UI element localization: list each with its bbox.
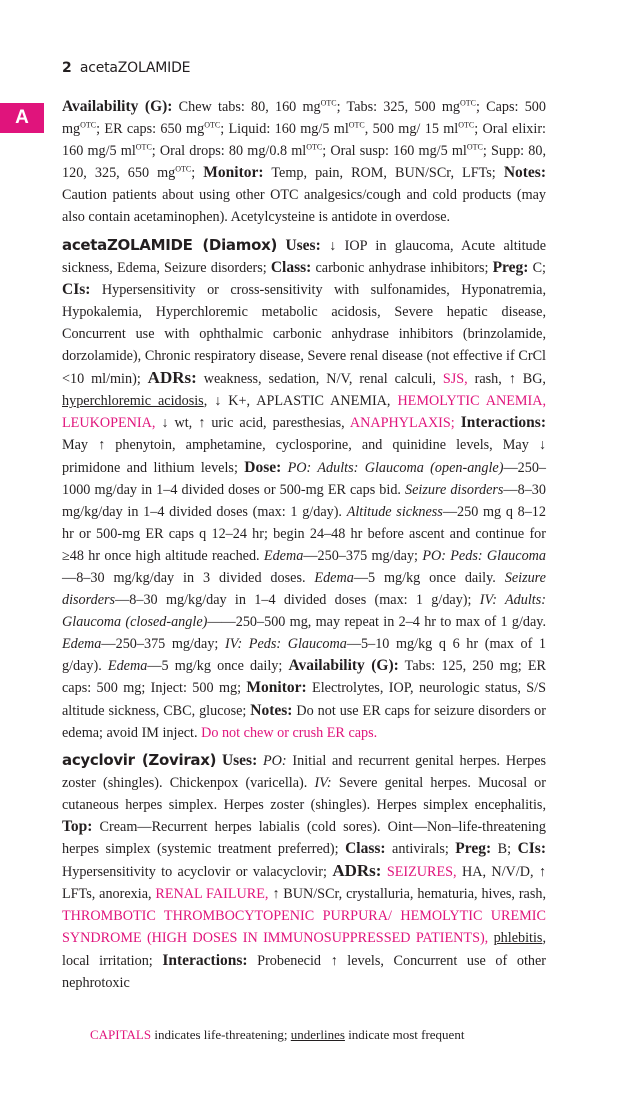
dose-route: Altitude sickness	[346, 503, 443, 520]
field-label: Top:	[62, 818, 93, 835]
otc-marker: OTC	[80, 120, 97, 130]
field-label: Availability (G):	[62, 98, 173, 115]
field-label: ADRs:	[332, 861, 382, 881]
field-label: Notes:	[250, 701, 293, 719]
life-threatening-text: SJS,	[442, 371, 468, 388]
otc-marker: OTC	[320, 98, 337, 108]
drug-entries	[62, 96, 546, 999]
drug-name: acyclovir (Zovirax)	[62, 750, 217, 769]
otc-marker: OTC	[175, 164, 192, 174]
life-threatening-text: ANAPHYLAXIS;	[349, 415, 455, 432]
field-label: Monitor:	[203, 164, 264, 182]
field-label: Preg:	[492, 258, 529, 276]
life-threatening-text: RENAL FAILURE,	[155, 886, 269, 903]
dose-route: Edema	[107, 658, 148, 675]
dose-route: PO: Peds: Glaucoma	[422, 547, 546, 564]
field-label: CIs:	[517, 840, 546, 858]
frequent-text: phlebitis	[493, 930, 543, 947]
life-threatening-text: Do not chew or crush ER caps.	[201, 724, 378, 741]
field-label: Uses:	[221, 751, 258, 769]
otc-marker: OTC	[204, 120, 221, 130]
field-label: Interactions:	[460, 414, 547, 432]
dose-route: Edema	[314, 569, 354, 586]
field-label: Preg:	[455, 840, 492, 858]
field-label: CIs:	[62, 280, 91, 298]
legend-footer: CAPITALS indicates life-threatening; underlines indicate most frequent	[90, 1027, 465, 1042]
dose-route: Seizure disorders	[405, 481, 504, 498]
field-label: Uses:	[285, 236, 321, 254]
dose-route: PO: Adults: Glaucoma (open-angle)	[287, 459, 504, 476]
entry-acetazolamide: acetaZOLAMIDE (Diamox) Uses: ↓ IOP in glaucoma, Acute altitude sickness, Edema, Seizure disorders; Class: carbonic anhydrase inhibitors; Preg: C; CIs: Hypersensitivity or cross-sensitivity with sulfonamides, Hyponatremia, Hypokalemia, Hyperchloremic metabolic acidosis, Severe hepatic disease, Concurrent use with ophthalmic carbonic anhydrase inhibitors (brinzolamide, dorzolamide), Chronic respiratory disease, Severe renal disease (not effective if CrCl <10 ml/min); ADRs: weakness, sedation, N/V, renal calculi, SJS, rash, ↑ BG, hyperchloremic acidosis, ↓ K+, APLASTIC ANEMIA, HEMOLYTIC ANEMIA, LEUKOPENIA, ↓ wt, ↑ uric acid, paresthesias, ANAPHYLAXIS; Interactions: May ↑ phenytoin, amphetamine, cyclosporine, and quinidine levels, May ↓ primidone and lithium levels; Dose: PO: Adults: Glaucoma (open-angle)—250–1000 mg/day in 1–4 divided doses or 500-mg ER caps bid. Seizure disorders—8–30 mg/kg/day in 1–4 divided doses (max: 1 g/day). Altitude sickness—250 mg q 8–12 hr or 500-mg ER caps q 12–24 hr; begin 24–48 hr before ascent and continue for ≥48 hr once high altitude reached. Edema—250–375 mg/day; PO: Peds: Glaucoma—8–30 mg/kg/day in 3 divided doses. Edema—5 mg/kg once daily. Seizure disorders—8–30 mg/kg/day in 1–4 divided doses (max: 1 g/day); IV: Adults: Glaucoma (closed-angle)——250–500 mg, may repeat in 2–4 hr to max of 1 g/day. Edema—250–375 mg/day; IV: Peds: Glaucoma—5–10 mg/kg q 6 hr (max of 1 g/day). Edema—5 mg/kg once daily; Availability (G): Tabs: 125, 250 mg; ER caps: 500 mg; Inject: 500 mg; Monitor: Electrolytes, IOP, neurologic status, S/S altitude sickness, CBC, glucose; Notes: Do not use ER caps for seizure disorders or edema; avoid IM inject. Do not chew or crush ER caps.	[62, 235, 547, 741]
dose-route: Edema	[62, 636, 102, 653]
entry-acyclovir: acyclovir (Zovirax) Uses: PO: Initial and recurrent genital herpes. Herpes zoster (shingles). Chickenpox (varicella). IV: Severe genital herpes. Mucosal or cutaneous herpes simplex. Herpes zoster (shingles). Herpes simplex encephalitis, Top: Cream—Recurrent herpes labialis (cold sores). Oint—Non–life-threatening herpes simplex (systemic treatment preferred); Class: antivirals; Preg: B; CIs: Hypersensitivity to acyclovir or valacyclovir; ADRs: SEIZURES, HA, N/V/D, ↑ LFTs, anorexia, RENAL FAILURE, ↑ BUN/SCr, crystalluria, hematuria, hives, rash, THROMBOTIC THROMBOCYTOPENIC PURPURA/ HEMOLYTIC UREMIC SYNDROME (HIGH DOSES IN IMMUNOSUPPRESSED PATIENTS), phlebitis, local irritation; Interactions: Probenecid ↑ levels, Concurrent use of other nephrotoxic	[62, 750, 547, 991]
life-threatening-text: THROMBOTIC THROMBOCYTOPENIC PURPURA/ HEMOLYTIC UREMIC SYNDROME (HIGH DOSES IN IMMUNOSUPPRESSED PATIENTS),	[62, 908, 546, 947]
dose-route: IV: Adults: Glaucoma (closed-angle)	[62, 592, 546, 631]
running-header	[62, 60, 190, 76]
dose-route: Edema	[263, 547, 304, 564]
field-label: Notes:	[503, 164, 546, 182]
dose-route: IV:	[314, 774, 332, 791]
dose-route: Seizure disorders	[62, 569, 546, 609]
page-number: 2	[62, 60, 72, 76]
field-label: Class:	[345, 840, 386, 858]
life-threatening-text: HEMOLYTIC ANEMIA, LEUKOPENIA,	[62, 393, 547, 432]
field-label: Dose:	[244, 458, 282, 476]
field-label: Interactions:	[162, 951, 248, 969]
otc-marker: OTC	[466, 142, 483, 152]
otc-marker: OTC	[135, 142, 152, 152]
dose-route: PO:	[263, 752, 287, 769]
life-threatening-text: SEIZURES,	[386, 864, 457, 881]
field-label: Availability (G):	[288, 657, 399, 675]
field-label: ADRs:	[147, 368, 197, 388]
dose-route: IV: Peds: Glaucoma	[224, 636, 347, 653]
otc-marker: OTC	[348, 120, 365, 130]
running-title: acetaZOLAMIDE	[79, 60, 191, 76]
field-label: Class:	[270, 258, 312, 276]
otc-marker: OTC	[460, 98, 476, 108]
entry-acetaminophen-continued: Availability (G): Chew tabs: 80, 160 $mg^{OTC}$; Tabs: 325, 500 $mg^{OTC}$; Caps: 500 $mg^{OTC}$; ER caps: 650 $mg^{OTC}$; Liquid: 160 mg/5 $ml^{OTC}$, 500 mg/ 15 $ml^{OTC}$; Oral elixir: 160 mg/5 $ml^{OTC}$; Oral drops: 80 mg/0.8 $ml^{OTC}$; Oral susp: 160 mg/5 $ml^{OTC}$; Supp: 80, 120, 325, 650 $mg^{OTC}$; Monitor: Temp, pain, ROM, BUN/SCr, LFTs; Notes: Caution patients about using other OTC analgesics/cough and cold products (may also contain acetaminophen). Acetylcysteine is antidote in overdose.	[62, 98, 547, 226]
otc-marker: OTC	[306, 142, 323, 152]
frequent-text: underlines	[290, 1027, 345, 1042]
field-label: Monitor:	[246, 679, 307, 697]
life-threatening-text: CAPITALS	[90, 1027, 152, 1042]
otc-marker: OTC	[458, 120, 475, 130]
drug-name: acetaZOLAMIDE (Diamox)	[62, 235, 278, 254]
frequent-text: hyperchloremic acidosis	[62, 393, 204, 410]
section-tab-a: A	[0, 103, 44, 133]
